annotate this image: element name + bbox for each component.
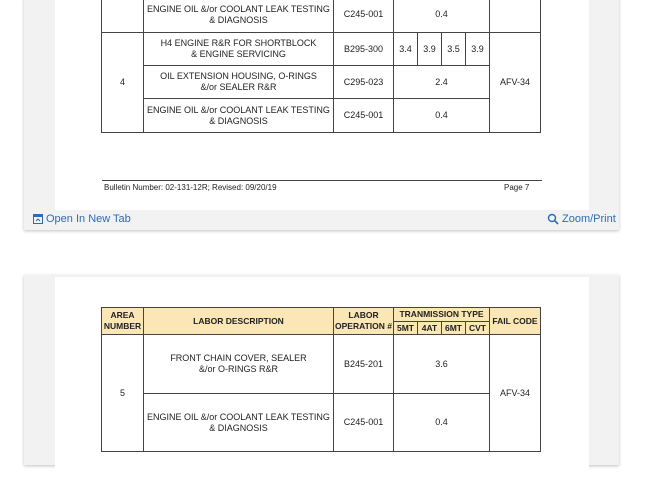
description-line: & DIAGNOSIS (209, 422, 268, 433)
fail-code: AFV-34 (490, 335, 541, 452)
labor-operation: C245-001 (334, 394, 394, 452)
description-line: ENGINE OIL &/or COOLANT LEAK TESTING (147, 3, 330, 14)
trans-col-cvt: CVT (466, 322, 490, 335)
labor-description (144, 335, 334, 394)
description-line: H4 ENGINE R&R FOR SHORTBLOCK (160, 38, 317, 48)
labor-table-page-8 (101, 307, 541, 452)
page-sheet (55, 277, 589, 477)
footer-divider (102, 180, 542, 181)
fail-code: AFV-34 (490, 33, 541, 133)
open-in-new-tab-label: Open In New Tab (46, 213, 131, 225)
labor-operation-header (334, 308, 394, 335)
zoom-print-link[interactable] (547, 213, 616, 225)
labor-time: 0.4 (394, 394, 490, 452)
header-line: AREA (110, 310, 135, 320)
trans-col-4at: 4AT (418, 322, 442, 335)
description-line: & ENGINE SERVICING (191, 49, 286, 59)
table-row (102, 66, 541, 99)
bulletin-number: Bulletin Number: 02-131-12R; Revised: 09/20/19 (104, 183, 277, 192)
fail-code-cell (490, 0, 541, 33)
page-number: Page 7 (504, 183, 530, 192)
labor-time: 0.4 (394, 99, 490, 133)
page-sheet (55, 0, 589, 210)
labor-description (144, 33, 334, 66)
magnifier-icon (547, 213, 559, 225)
description-line: OIL EXTENSION HOUSING, O-RINGS (160, 71, 317, 81)
zoom-print-label: Zoom/Print (562, 213, 616, 225)
labor-time-cvt: 3.9 (466, 33, 490, 66)
area-cell (102, 0, 144, 33)
document-page-7 (24, 0, 619, 230)
header-line: OPERATION # (335, 321, 392, 331)
description-line: FRONT CHAIN COVER, SEALER (170, 353, 307, 363)
open-tab-icon (33, 214, 43, 224)
table-row (102, 394, 541, 452)
trans-col-5mt: 5MT (394, 322, 418, 335)
area-number-header (102, 308, 144, 335)
description-line: &/or O-RINGS R&R (198, 364, 278, 374)
header-line: NUMBER (103, 321, 142, 331)
labor-time-5mt: 3.4 (394, 33, 418, 66)
fail-code-header: FAIL CODE (490, 308, 541, 335)
document-action-bar (24, 212, 619, 228)
labor-time-4at: 3.9 (418, 33, 442, 66)
labor-operation: C245-001 (334, 0, 394, 33)
labor-time-6mt: 3.5 (442, 33, 466, 66)
labor-time: 2.4 (394, 66, 490, 99)
table-row (102, 99, 541, 133)
labor-description (144, 66, 334, 99)
labor-table-page-7 (101, 0, 541, 133)
description-line: ENGINE OIL &/or COOLANT LEAK TESTING (147, 104, 330, 115)
labor-time: 3.6 (394, 335, 490, 394)
labor-operation: B295-300 (334, 33, 394, 66)
description-line: & DIAGNOSIS (209, 115, 268, 126)
table-header-row (102, 308, 541, 322)
description-line: ENGINE OIL &/or COOLANT LEAK TESTING (147, 411, 330, 422)
labor-description-header: LABOR DESCRIPTION (144, 308, 334, 335)
labor-description (144, 0, 334, 33)
area-number: 4 (102, 33, 144, 133)
open-in-new-tab-link[interactable] (33, 213, 131, 225)
trans-col-6mt: 6MT (442, 322, 466, 335)
transmission-type-header: TRANMISSION TYPE (394, 308, 490, 322)
labor-time: 0.4 (394, 0, 490, 33)
description-line: &/or SEALER R&R (200, 82, 277, 92)
document-page-8 (24, 275, 619, 465)
table-row (102, 335, 541, 394)
labor-operation: C295-023 (334, 66, 394, 99)
table-row (102, 33, 541, 66)
header-line: LABOR (348, 310, 379, 320)
labor-operation: B245-201 (334, 335, 394, 394)
area-number: 5 (102, 335, 144, 452)
table-row (102, 0, 541, 33)
labor-operation: C245-001 (334, 99, 394, 133)
labor-description (144, 99, 334, 133)
description-line: & DIAGNOSIS (209, 14, 268, 25)
labor-description (144, 394, 334, 452)
